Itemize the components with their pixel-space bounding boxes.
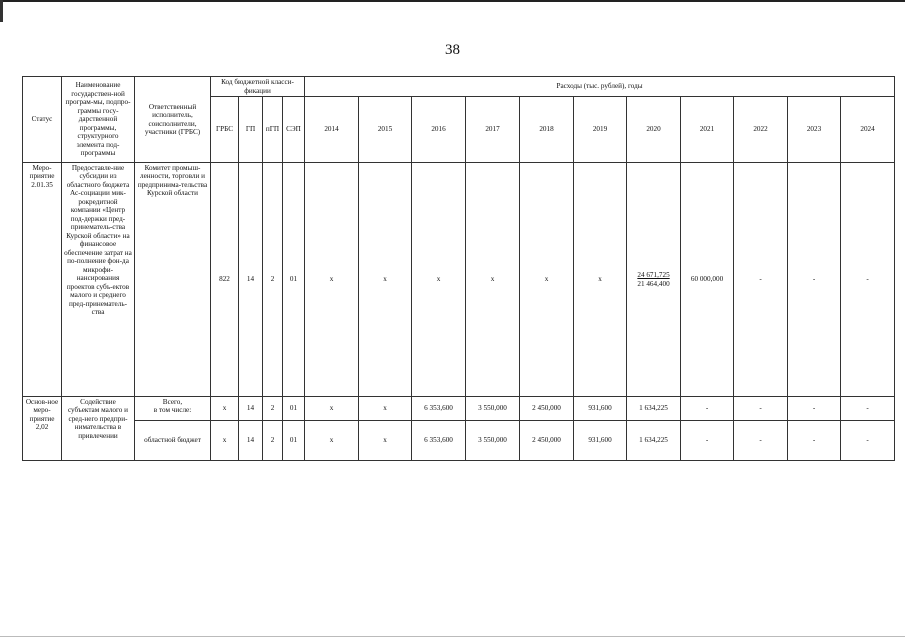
header-code-sep: СЭП [283,97,305,163]
year-cell: x [359,421,412,461]
header-status: Статус [23,77,62,163]
row-total-label [135,397,211,421]
header-code-grbs: ГРБС [211,97,239,163]
code-cell: 01 [283,397,305,421]
header-year: 2019 [574,97,627,163]
row-responsible: Комитет промыш-ленности, торговли и предпринима-тельства Курской области [135,163,211,397]
year-cell: 2 450,000 [520,421,574,461]
row-name: Содействие субъектам малого и сред-него предпри-нимательства в привлечении [62,397,135,461]
table-row [23,163,895,397]
total-label-line2: в том числе: [153,406,192,415]
expenses-table [22,76,895,461]
code-cell: x [211,397,239,421]
row-regional-budget-label: областной бюджет [135,421,211,461]
year-cell: 931,600 [574,397,627,421]
year-cell: 931,600 [574,421,627,461]
header-year: 2022 [734,97,788,163]
year-cell: x [466,163,520,397]
code-cell: 2 [263,163,283,397]
header-code-gp: ГП [239,97,263,163]
year-cell: x [520,163,574,397]
header-code-pgp: пГП [263,97,283,163]
code-cell: x [211,421,239,461]
year-cell: - [841,163,895,397]
year-cell-2020 [627,163,681,397]
header-expenses: Расходы (тыс. рублей), годы [305,77,895,97]
page-bottom-border [0,636,905,637]
header-year: 2014 [305,97,359,163]
header-year: 2018 [520,97,574,163]
year-cell: x [412,163,466,397]
year-cell: 6 353,600 [412,397,466,421]
year-cell: x [574,163,627,397]
row-status: Меро-приятие 2.01.35 [23,163,62,397]
header-year: 2016 [412,97,466,163]
header-budget-code: Код бюджетной класси-фикации [211,77,305,97]
year-cell: x [359,163,412,397]
page-top-border [0,0,905,2]
code-cell: 2 [263,397,283,421]
year-cell: - [734,421,788,461]
table-row [23,397,895,421]
header-year: 2017 [466,97,520,163]
code-cell: 14 [239,397,263,421]
year-cell: - [788,163,841,397]
year-cell: x [305,397,359,421]
code-cell: 2 [263,421,283,461]
header-row-1 [23,77,895,97]
year-cell: 3 550,000 [466,397,520,421]
year-cell: - [788,397,841,421]
table-row [23,421,895,461]
year-cell: 1 634,225 [627,421,681,461]
year-cell: - [734,397,788,421]
year-cell: - [788,421,841,461]
row-status: Основ-ное меро-приятие 2,02 [23,397,62,461]
code-cell: 14 [239,421,263,461]
year-cell: - [681,421,734,461]
page-number: 38 [445,42,460,58]
year-cell: 1 634,225 [627,397,681,421]
year-2020-top-value: 24 671,725 [637,271,670,280]
year-cell: - [681,397,734,421]
year-2020-bottom-value: 21 464,400 [637,279,670,288]
year-cell: x [359,397,412,421]
header-name: Наименование государствен-ной програм-мы, подпро-граммы госу-дарственной программы, структурного элемента под-программы [62,77,135,163]
header-year: 2020 [627,97,681,163]
header-responsible: Ответственный исполнитель, соисполнители, участники (ГРБС) [135,77,211,163]
year-cell: x [305,421,359,461]
year-cell: 60 000,000 [681,163,734,397]
code-cell: 01 [283,163,305,397]
header-year: 2015 [359,97,412,163]
code-cell: 01 [283,421,305,461]
scan-edge-mark [0,0,3,22]
year-cell: 6 353,600 [412,421,466,461]
year-cell: 3 550,000 [466,421,520,461]
code-cell: 822 [211,163,239,397]
header-year: 2021 [681,97,734,163]
year-cell: 2 450,000 [520,397,574,421]
year-cell: - [841,421,895,461]
header-year: 2024 [841,97,895,163]
total-label-line1: Всего, [162,398,183,406]
year-cell: x [305,163,359,397]
year-cell: - [734,163,788,397]
year-cell: - [841,397,895,421]
code-cell: 14 [239,163,263,397]
row-name: Предоставле-ние субсидии из областного бюджета Ас-социации мик-рокредитной компании «Центр под-держки пред-принематель-ства Курской области» на финансовое обеспечение затрат на по-полнение фон-да микрофи-нансирования проектов субъ-ектов малого и среднего пред-принематель-ства [62,163,135,397]
header-year: 2023 [788,97,841,163]
